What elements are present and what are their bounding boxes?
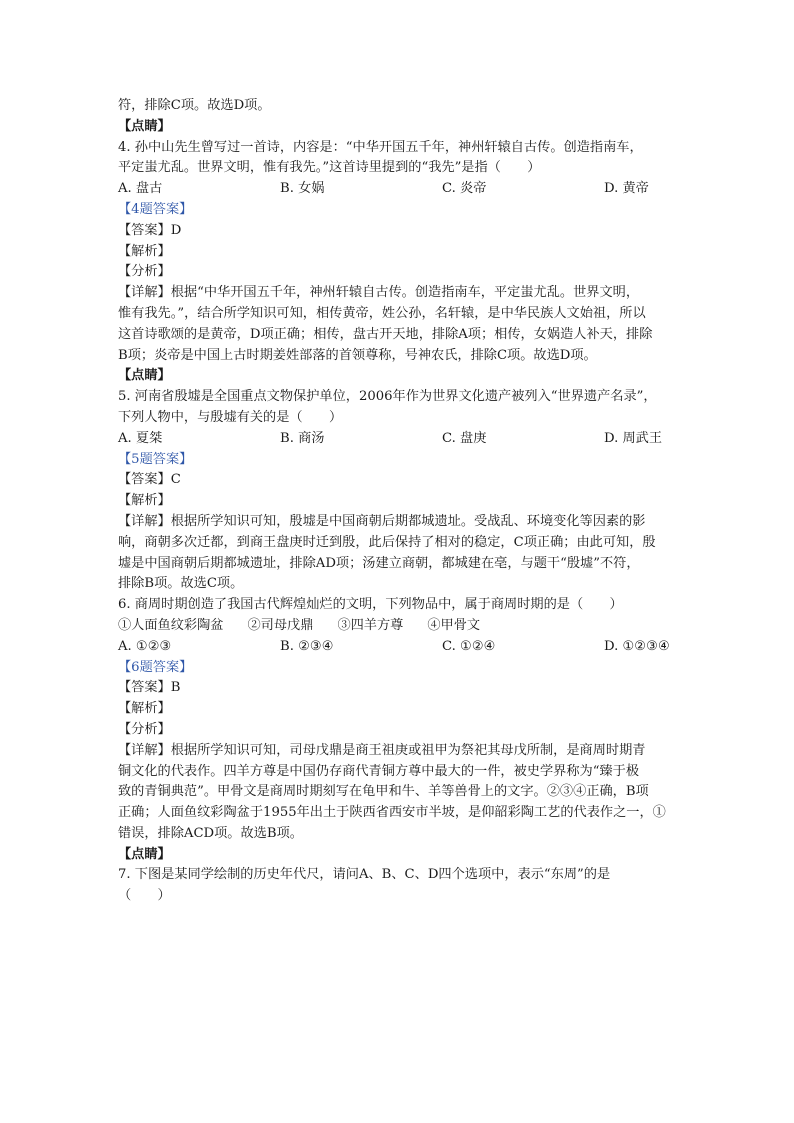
q4-option-c: C. 炎帝 [442, 181, 487, 197]
q6-detail-line-4: 正确；人面鱼纹彩陶盆于1955年出土于陕西省西安市半坡，是仰韶彩陶工艺的代表作之一，① [118, 805, 666, 821]
q6-option-c: C. ①②④ [442, 638, 496, 654]
q4-detail-line-4: B项；炎帝是中国上古时期姜姓部落的首领尊称，号神农氏，排除C项。故选D项。 [118, 347, 597, 363]
q6-item-1: ①人面鱼纹彩陶盆 [118, 617, 224, 633]
q4-stem-line-2: 平定蚩尤乱。世界文明，惟有我先。”这首诗里提到的“我先”是指（ ） [118, 160, 541, 176]
q4-option-a: A. 盘古 [118, 181, 163, 197]
q5-options [118, 429, 688, 450]
q4-detail-line-2: 惟有我先。”，结合所学知识可知，相传黄帝，姓公孙，名轩辕，是中华民族人文始祖，所以 [118, 305, 646, 321]
q5-analysis-label: 【解析】 [118, 493, 171, 509]
q6-dianjing-label: 【点睛】 [118, 846, 171, 862]
q6-detail-line-3: 致的青铜典范”。甲骨文是商周时期刻写在龟甲和牛、羊等兽骨上的文字。②③④正确，B项 [118, 784, 649, 800]
q4-option-d: D. 黄帝 [604, 181, 649, 197]
text-line: 符，排除C项。故选D项。 [118, 98, 271, 113]
q6-option-d: D. ①②③④ [604, 638, 670, 654]
document-content [118, 96, 688, 907]
q6-item-4: ④甲骨文 [427, 617, 481, 633]
q7-stem-line-2: （ ） [118, 888, 171, 904]
q4-fenxi-label: 【分析】 [118, 264, 171, 280]
q5-detail-line-3: 墟是中国商朝后期都城遗址，排除AD项；汤建立商朝，都城建在亳，与题干“殷墟”不符， [118, 555, 640, 571]
q6-option-b: B. ②③④ [280, 638, 334, 654]
q5-answer: 【答案】C [118, 472, 181, 488]
q4-detail-line-1: 【详解】根据“中华开国五千年，神州轩辕自古传。创造指南车，平定蚩尤乱。世界文明， [118, 285, 640, 301]
q5-stem-line-2: 下列人物中，与殷墟有关的是（ ） [118, 409, 343, 425]
q5-detail-line-2: 响，商朝多次迁都，到商王盘庚时迁到殷，此后保持了相对的稳定，C项正确；由此可知，殷 [118, 534, 656, 550]
q6-fenxi-label: 【分析】 [118, 721, 171, 737]
q5-option-a: A. 夏桀 [118, 430, 163, 446]
q4-option-b: B. 女娲 [280, 181, 325, 197]
q5-stem-line-1: 5. 河南省殷墟是全国重点文物保护单位，2006年作为世界文化遗产被列入“世界遗产名录”， [118, 389, 657, 405]
q4-answer: 【答案】D [118, 222, 182, 238]
q6-detail-line-1: 【详解】根据所学知识可知，司母戊鼎是商王祖庚或祖甲为祭祀其母戊所制，是商周时期青 [118, 742, 646, 758]
q4-options [118, 179, 688, 200]
q4-answer-header: 【4题答案】 [118, 201, 193, 217]
q5-option-c: C. 盘庚 [442, 430, 487, 446]
q4-detail-line-3: 这首诗歌颂的是黄帝，D项正确；相传，盘古开天地，排除A项；相传，女娲造人补天，排除 [118, 326, 653, 342]
q6-items [118, 616, 688, 637]
q7-stem-line-1: 7. 下图是某同学绘制的历史年代尺，请问A、B、C、D四个选项中，表示“东周”的是 [118, 867, 611, 883]
q4-analysis-label: 【解析】 [118, 243, 171, 259]
q6-analysis-label: 【解析】 [118, 701, 171, 717]
q4-dianjing-label: 【点睛】 [118, 368, 171, 384]
q6-detail-line-5: 错误，排除ACD项。故选B项。 [118, 825, 303, 841]
q5-option-b: B. 商汤 [280, 430, 325, 446]
dianjing-label: 【点睛】 [118, 118, 171, 134]
q5-detail-line-1: 【详解】根据所学知识可知，殷墟是中国商朝后期都城遗址。受战乱、环境变化等因素的影 [118, 513, 646, 529]
q5-detail-line-4: 排除B项。故选C项。 [118, 576, 244, 592]
q6-item-2: ②司母戊鼎 [247, 617, 314, 633]
q6-options [118, 637, 688, 658]
q5-answer-header: 【5题答案】 [118, 451, 193, 467]
q5-option-d: D. 周武王 [604, 430, 663, 446]
q6-answer-header: 【6题答案】 [118, 659, 193, 675]
q6-stem-line-1: 6. 商周时期创造了我国古代辉煌灿烂的文明，下列物品中，属于商周时期的是（ ） [118, 597, 623, 613]
q6-detail-line-2: 铜文化的代表作。四羊方尊是中国仍存商代青铜方尊中最大的一件，被史学界称为“臻于极 [118, 763, 640, 779]
q6-answer: 【答案】B [118, 680, 181, 696]
q6-item-3: ③四羊方尊 [337, 617, 404, 633]
q6-option-a: A. ①②③ [118, 638, 172, 654]
q4-stem-line-1: 4. 孙中山先生曾写过一首诗，内容是：“中华开国五千年，神州轩辕自古传。创造指南车， [118, 139, 643, 155]
